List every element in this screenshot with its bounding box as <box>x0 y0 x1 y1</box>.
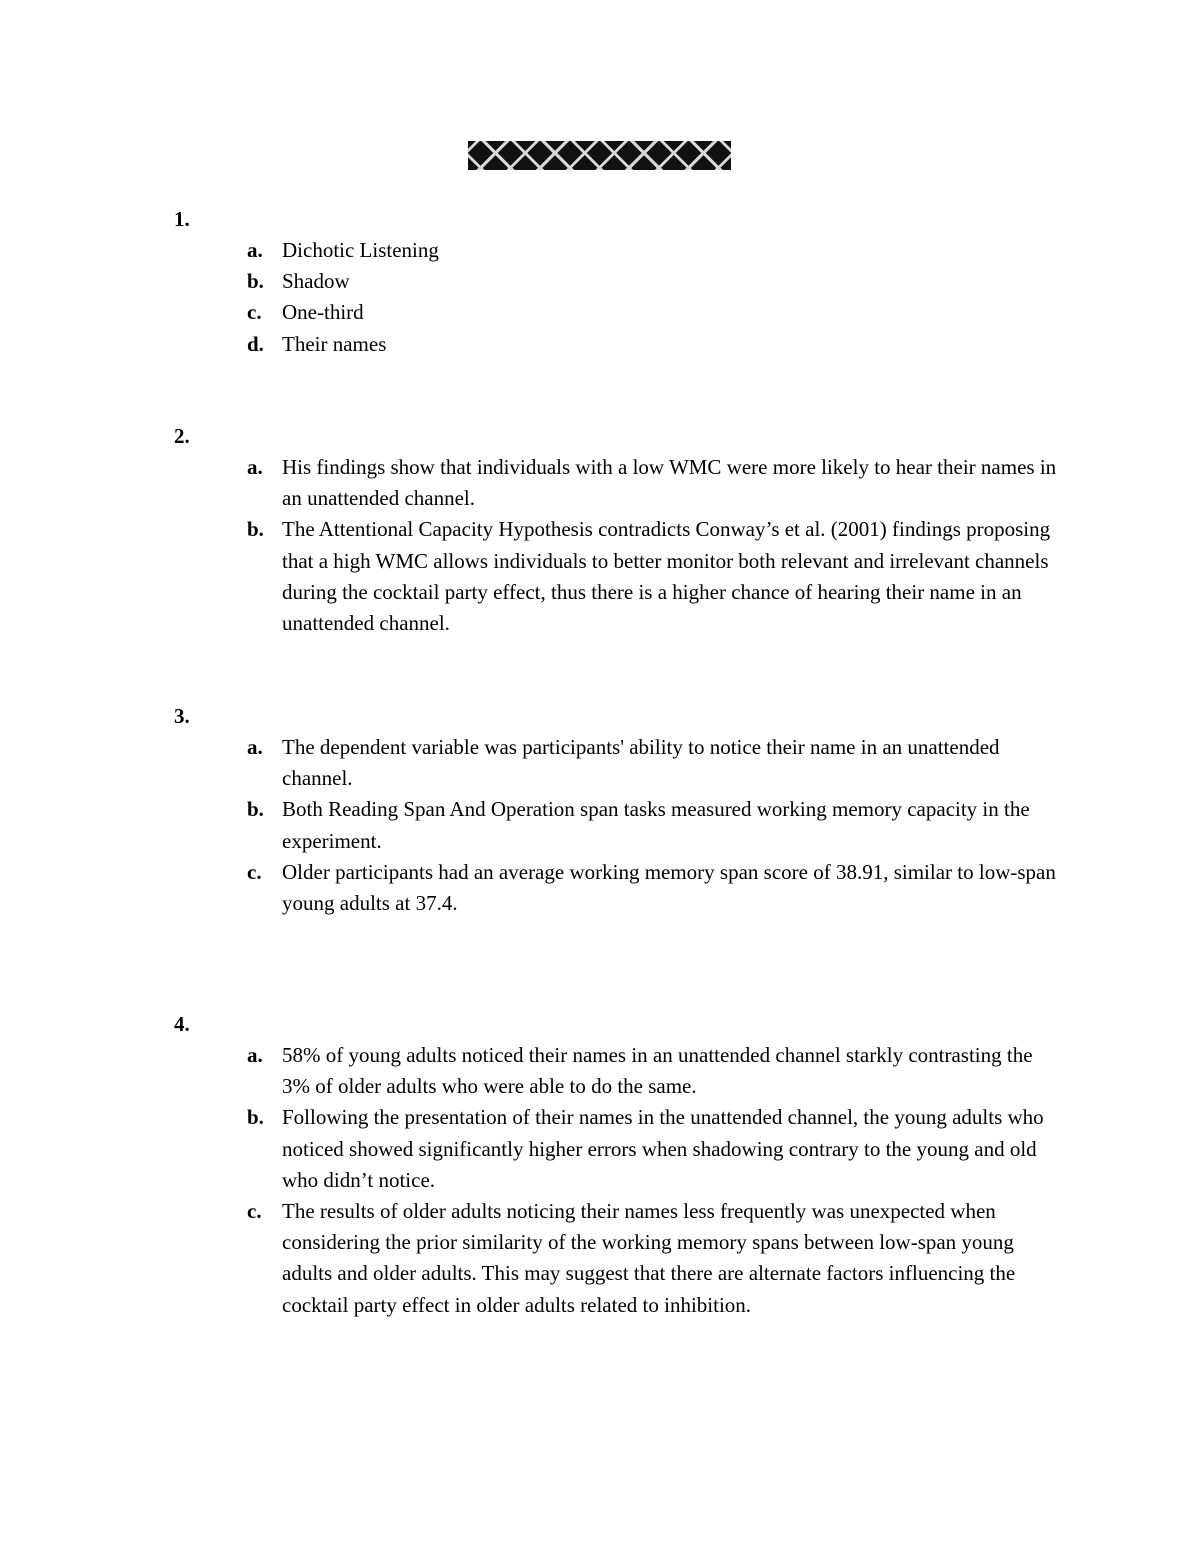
answer-item <box>174 1102 1062 1196</box>
answer-item <box>174 514 1062 639</box>
answer-item <box>174 266 1062 297</box>
answer-letter: b. <box>247 269 264 294</box>
answer-item <box>174 329 1062 360</box>
answer-list <box>174 1040 1074 1321</box>
answer-letter: d. <box>247 331 264 356</box>
question-4 <box>174 1009 1074 1321</box>
answer-letter: b. <box>247 1105 264 1130</box>
answer-text: The Attentional Capacity Hypothesis contradicts Conway’s et al. (2001) findings proposing that a high WMC allows individuals to better monitor both relevant and irrelevant channels during the cocktail party effect, thus there is a higher chance of hearing their name in an unattended channel. <box>282 517 1051 636</box>
question-number: 2. <box>174 424 190 448</box>
answer-text: His findings show that individuals with a low WMC were more likely to hear their names in an unattended channel. <box>282 455 1057 511</box>
redacted-title <box>468 141 731 170</box>
answer-letter: a. <box>247 735 263 759</box>
answer-letter: a. <box>247 455 263 479</box>
answer-letter: a. <box>247 1043 263 1067</box>
answer-letter: c. <box>247 859 262 884</box>
answer-text: Their names <box>282 331 387 356</box>
answer-item <box>174 235 1062 266</box>
answer-item <box>174 857 1062 919</box>
answer-text: Both Reading Span And Operation span tasks measured working memory capacity in the experiment. <box>282 797 1030 853</box>
question-number: 1. <box>174 207 190 231</box>
answer-item <box>174 452 1062 514</box>
answer-list <box>174 235 1074 360</box>
answer-list <box>174 732 1074 919</box>
answer-item <box>174 732 1062 794</box>
answer-item <box>174 297 1062 328</box>
answer-text: The results of older adults noticing their names less frequently was unexpected when considering the prior similarity of the working memory spans between low-span young adults and older adults. This may suggest that there are alternate factors influencing the cocktail party effect in older adults related to inhibition. <box>282 1199 1016 1317</box>
question-1 <box>174 204 1074 360</box>
answer-text: Dichotic Listening <box>282 238 439 262</box>
question-number: 4. <box>174 1012 190 1036</box>
answer-text: Following the presentation of their names in the unattended channel, the young adults who noticed showed significantly higher errors when shadowing contrary to the young and old who didn’t notice. <box>282 1105 1044 1192</box>
answer-letter: b. <box>247 797 264 822</box>
answer-text: Shadow <box>282 269 350 294</box>
answer-text: One-third <box>282 300 364 325</box>
answer-item <box>174 1040 1062 1102</box>
answer-text: 58% of young adults noticed their names in an unattended channel starkly contrasting the 3% of older adults who were able to do the same. <box>282 1043 1033 1099</box>
answer-letter: c. <box>247 1199 262 1224</box>
question-number: 3. <box>174 704 190 728</box>
answer-list <box>174 452 1074 639</box>
question-3 <box>174 701 1074 919</box>
answer-letter: c. <box>247 300 262 325</box>
answer-text: The dependent variable was participants' ability to notice their name in an unattended channel. <box>282 735 1000 791</box>
answer-text: Older participants had an average working memory span score of 38.91, similar to low-span young adults at 37.4. <box>282 859 1056 916</box>
answer-item <box>174 1196 1062 1321</box>
answer-letter: b. <box>247 517 264 542</box>
question-2 <box>174 421 1074 639</box>
answer-letter: a. <box>247 238 263 262</box>
answer-item <box>174 794 1062 856</box>
